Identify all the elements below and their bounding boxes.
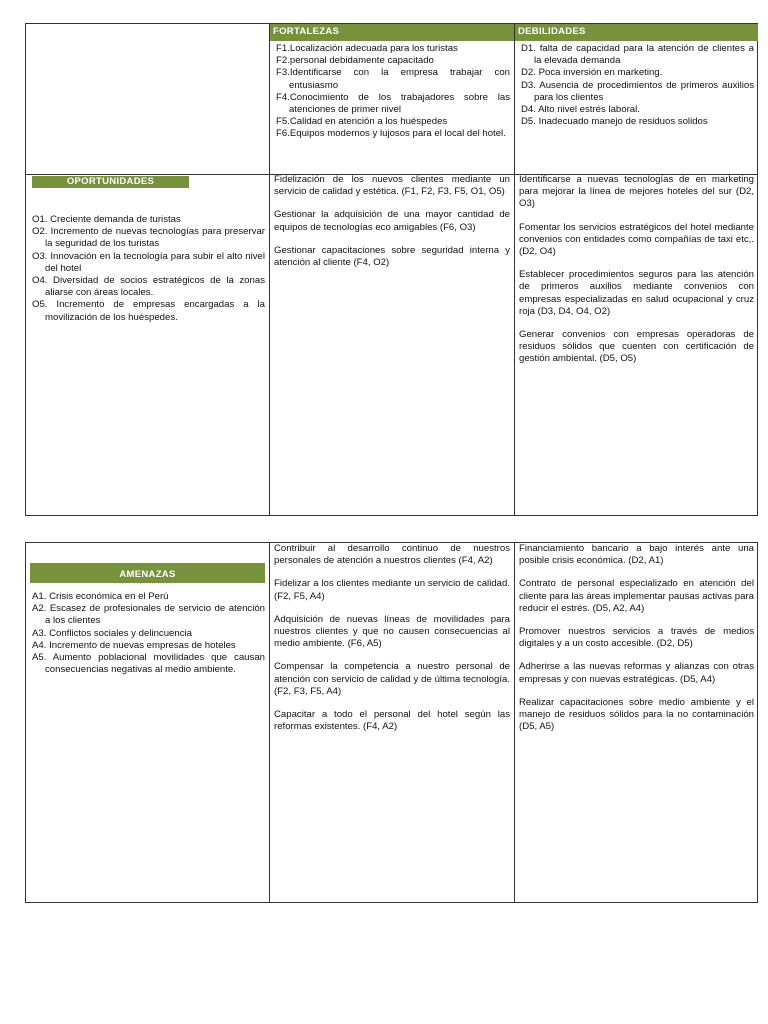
fa-strategies-cell <box>270 543 515 902</box>
debilidades-cell <box>515 24 758 175</box>
list-item: A3. Conflictos sociales y delincuencia <box>32 627 192 639</box>
column-fortalezas <box>270 24 515 515</box>
amenazas-cell <box>26 543 270 902</box>
list-item: A1. Crisis económica en el Perú <box>32 591 169 602</box>
list-item: D2. Poca inversión en marketing. <box>521 67 663 79</box>
da-strategy: Adherirse a las nuevas reformas y alianzas con otras empresas y con nuevas estratégicas. (D5, A4) <box>519 661 754 685</box>
fa-strategy: Fidelizar a los clientes mediante un servicio de calidad. (F2, F5, A4) <box>274 578 510 602</box>
list-item: F3.Identificarse con la empresa trabajar con entusiasmo <box>276 67 510 91</box>
foda-matrix-bottom <box>25 542 758 903</box>
da-strategy: Contrato de personal especializado en atención del cliente para las áreas implementar pausas activas para reducir el estrés. (D5, A2, A4) <box>519 578 754 614</box>
oportunidades-list <box>26 214 269 324</box>
list-item: D4. Alto nivel estrés laboral. <box>521 104 640 116</box>
column-external-labels <box>26 24 270 515</box>
da-strategy: Realizar capacitaciones sobre medio ambiente y el manejo de residuos sólidos para la no contaminación (D5, A5) <box>519 696 754 733</box>
da-strategy: Financiamiento bancario a bajo interés ante una posible crisis económica. (D2, A1) <box>519 543 754 567</box>
da-strategies-cell <box>515 543 758 902</box>
list-item: F4.Conocimiento de los trabajadores sobre las atenciones de primer nivel <box>276 91 510 116</box>
debilidades-header: DEBILIDADES <box>515 24 758 41</box>
fa-strategy: Contribuir al desarrollo continuo de nuestros personales de atención a nuestros clientes (F4, A2) <box>274 543 510 567</box>
list-item: O5. Incremento de empresas encargadas a la movilización de los huéspedes. <box>32 299 265 323</box>
fortalezas-cell <box>270 24 514 175</box>
do-strategy: Fomentar los servicios estratégicos del hotel mediante convenios con entidades como compañías de taxi etc,. (D2, O4) <box>519 221 754 258</box>
list-item: F1.Localización adecuada para los turistas <box>276 43 458 54</box>
do-strategy: Generar convenios con empresas operadoras de residuos sólidos que cuenten con certificación de gestión ambiental. (D5, O5) <box>519 329 754 365</box>
list-item: A2. Escasez de profesionales de servicio de atención a los clientes <box>32 603 265 627</box>
list-item: O4. Diversidad de socios estratégicos de la zonas aliarse con áreas locales. <box>32 275 265 299</box>
foda-matrix-top <box>25 23 758 516</box>
fortalezas-list <box>270 43 514 141</box>
list-item: D5. Inadecuado manejo de residuos solidos <box>521 116 708 128</box>
list-item: D3. Ausencia de procedimientos de primeros auxilios para los clientes <box>521 79 754 103</box>
fo-strategy: Gestionar la adquisición de una mayor cantidad de equipos de tecnologías eco amigables (F6, O3) <box>274 209 510 233</box>
list-item: F5.Calidad en atención a los huéspedes <box>276 116 448 128</box>
list-item: A5. Aumento poblacional movilidades que causan consecuencias negativas al medio ambiente. <box>32 652 265 676</box>
da-strategy: Promover nuestros servicios a través de medios digitales y a un costo accesible. (D2, D5) <box>519 626 754 650</box>
amenazas-header: AMENAZAS <box>30 563 265 583</box>
fortalezas-header: FORTALEZAS <box>270 24 514 41</box>
list-item: O2. Incremento de nuevas tecnologías para preservar la seguridad de los turistas <box>32 226 265 250</box>
column-debilidades <box>515 24 758 515</box>
fa-strategy: Compensar la competencia a nuestro personal de atención con servicio de calidad y de última tecnología. (F2, F3, F5, A4) <box>274 661 510 697</box>
list-item: F6.Equipos modernos y lujosos para el local del hotel. <box>276 128 506 140</box>
fo-strategies-cell <box>270 174 514 515</box>
list-item: O3. Innovación en la tecnología para subir el alto nivel del hotel <box>32 250 265 274</box>
fo-strategy: Fidelización de los nuevos clientes mediante un servicio de calidad y estética. (F1, F2, F3, F5, O1, O5) <box>274 174 510 198</box>
do-strategy: Establecer procedimientos seguros para las atención de primeros auxilios mediante convenios con empresas especializadas en salud ocupacional y cruz roja (D3, D4, O4, O2) <box>519 269 754 317</box>
list-item: D1. falta de capacidad para la atención de clientes a la elevada demanda <box>521 43 754 67</box>
fa-strategy: Adquisición de nuevas líneas de movilidades para nuestros clientes y que no causen consecuencias al medio ambiente. (F6, A5) <box>274 613 510 650</box>
debilidades-list <box>515 43 758 128</box>
list-item: F2.personal debidamente capacitado <box>276 55 434 67</box>
do-strategies-cell <box>515 174 758 515</box>
fa-strategy: Capacitar a todo el personal del hotel según las reformas existentes. (F4, A2) <box>274 709 510 733</box>
list-item: O1. Creciente demanda de turistas <box>32 214 181 225</box>
list-item: A4. Incremento de nuevas empresas de hoteles <box>32 639 236 651</box>
oportunidades-cell <box>26 174 269 515</box>
do-strategy: Identificarse a nuevas tecnologías de en marketing para mejorar la línea de mejores hoteles del sur (D2, O3) <box>519 174 754 210</box>
fo-strategy: Gestionar capacitaciones sobre seguridad interna y atención al cliente (F4, O2) <box>274 244 510 269</box>
oportunidades-header: OPORTUNIDADES <box>32 176 189 188</box>
amenazas-list <box>26 591 269 676</box>
empty-corner-cell <box>26 24 269 175</box>
